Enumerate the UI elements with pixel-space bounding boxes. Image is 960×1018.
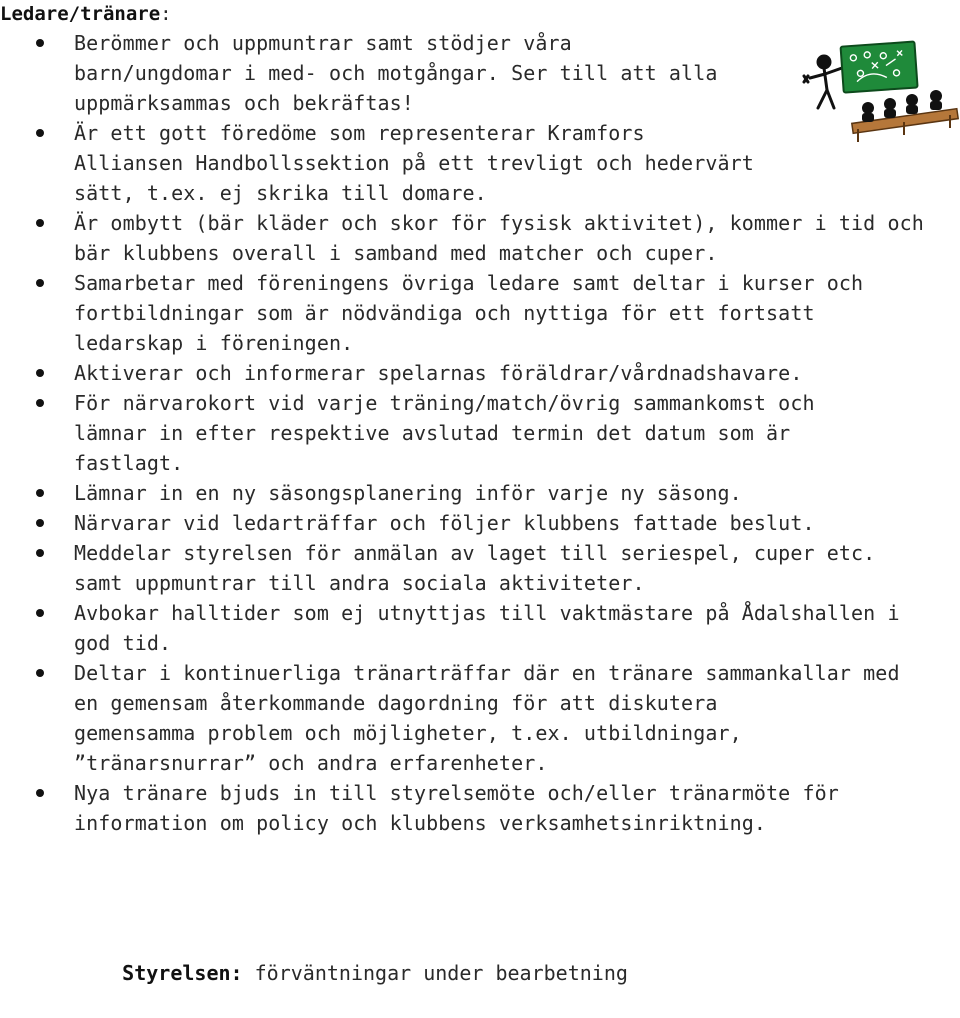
list-item (0, 538, 948, 598)
coach-whiteboard-classroom-icon (798, 38, 960, 148)
list-item-text: gemensamma problem och möjligheter, t.ex. utbildningar, (74, 721, 742, 745)
bullet-icon (36, 609, 44, 617)
bullet-icon (36, 519, 44, 527)
list-item-text: Lämnar in en ny säsongsplanering inför varje ny säsong. (74, 481, 742, 505)
list-item-text: Aktiverar och informerar spelarnas föräldrar/vårdnadshavare. (74, 361, 803, 385)
list-item-text: Samarbetar med föreningens övriga ledare samt deltar i kurser och (74, 271, 864, 295)
list-item-text: Deltar i kontinuerliga tränarträffar där en tränare sammankallar med (74, 661, 900, 685)
bullet-icon (36, 279, 44, 287)
section-title-colon: : (160, 3, 172, 25)
list-item-text: Nya tränare bjuds in till styrelsemöte och/eller tränarmöte för (74, 781, 839, 805)
list-item (0, 478, 948, 508)
list-item (0, 208, 948, 268)
list-item-text: För närvarokort vid varje träning/match/övrig sammankomst och (74, 391, 815, 415)
list-item-text: Är ett gott föredöme som representerar Kramfors (74, 121, 645, 145)
list-item-text: Avbokar halltider som ej utnyttjas till vaktmästare på Ådalshallen i (74, 601, 900, 625)
list-item-text: samt uppmuntrar till andra sociala aktiviteter. (74, 571, 645, 595)
list-item-text: sätt, t.ex. ej skrika till domare. (74, 181, 487, 205)
bullet-icon (36, 789, 44, 797)
list-item-text: barn/ungdomar i med- och motgångar. Ser till att alla (74, 61, 718, 85)
list-item-text: uppmärksammas och bekräftas! (74, 91, 414, 115)
list-item (0, 658, 948, 778)
list-item-text: Alliansen Handbollssektion på ett trevligt och hedervärt (74, 151, 754, 175)
list-item-text: fortbildningar som är nödvändiga och nyttiga för ett fortsatt (74, 301, 815, 325)
list-item-text: ledarskap i föreningen. (74, 331, 354, 355)
list-item-text: information om policy och klubbens verksamhetsinriktning. (74, 811, 767, 835)
list-item-text: Berömmer och uppmuntrar samt stödjer våra (74, 31, 572, 55)
list-item-text: Är ombytt (bär kläder och skor för fysisk aktivitet), kommer i tid och (74, 211, 924, 235)
section-heading (0, 0, 172, 28)
list-item-text: bär klubbens overall i samband med matcher och cuper. (74, 241, 718, 265)
board-label: Styrelsen: (122, 961, 243, 985)
list-item (0, 358, 948, 388)
bullet-icon (36, 399, 44, 407)
bullet-icon (36, 129, 44, 137)
section-title: Ledare/tränare (0, 3, 161, 25)
responsibility-list (0, 28, 960, 838)
list-item (0, 508, 948, 538)
board-text: förväntningar under bearbetning (242, 961, 628, 985)
list-item-text: god tid. (74, 631, 172, 655)
list-item-text: fastlagt. (74, 451, 184, 475)
bullet-icon (36, 549, 44, 557)
list-item (0, 388, 948, 478)
list-item-text: ”tränarsnurrar” och andra erfarenheter. (74, 751, 548, 775)
board-section (74, 928, 628, 985)
list-item-text: Närvarar vid ledarträffar och följer klubbens fattade beslut. (74, 511, 815, 535)
bullet-icon (36, 369, 44, 377)
list-item-text: en gemensam återkommande dagordning för att diskutera (74, 691, 718, 715)
list-item (0, 268, 948, 358)
list-item (0, 598, 948, 658)
bullet-icon (36, 489, 44, 497)
list-item (0, 778, 948, 838)
bullet-icon (36, 39, 44, 47)
list-item-text: Meddelar styrelsen för anmälan av laget till seriespel, cuper etc. (74, 541, 876, 565)
bullet-icon (36, 219, 44, 227)
list-item-text: lämnar in efter respektive avslutad termin det datum som är (74, 421, 791, 445)
bullet-icon (36, 669, 44, 677)
